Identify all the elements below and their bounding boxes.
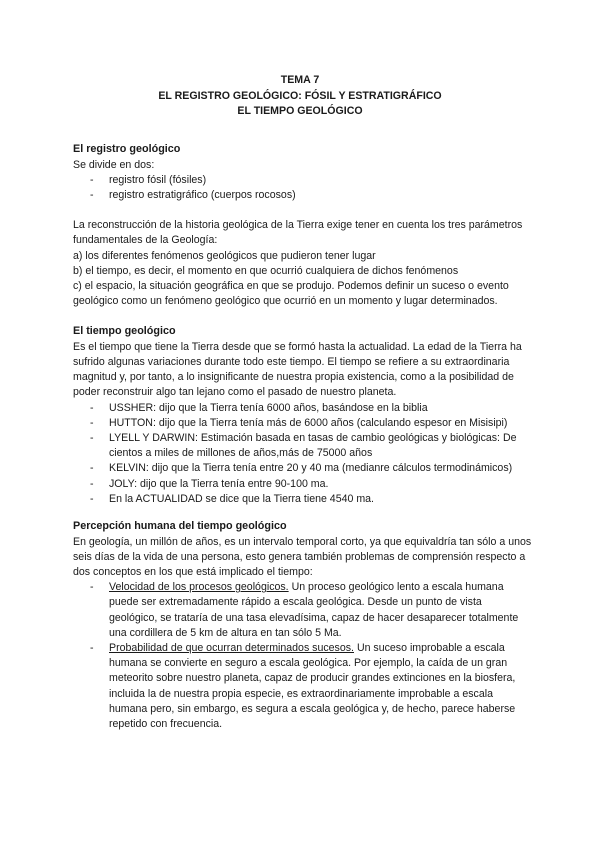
- list-item: - LYELL Y DARWIN: Estimación basada en tasas de cambio geológicas y biológicas: De cientos a miles de millones de años,más de 75000 años: [90, 432, 517, 460]
- list-item: - En la ACTUALIDAD se dice que la Tierra tiene 4540 ma.: [73, 492, 533, 507]
- dash-marker: -: [90, 462, 94, 475]
- list-item: - JOLY: dijo que la Tierra tenía entre 90-100 ma.: [73, 477, 533, 492]
- dash-marker: -: [90, 581, 94, 594]
- section-heading-registro: El registro geológico: [73, 143, 181, 155]
- list-item: - KELVIN: dijo que la Tierra tenía entre 20 y 40 ma (medianre cálculos termodinámicos): [73, 461, 533, 476]
- dash-marker: -: [90, 432, 94, 445]
- paragraph: b) el tiempo, es decir, el momento en que ocurrió cualquiera de dichos fenómenos: [73, 264, 459, 277]
- paragraph: En geología, un millón de años, es un intervalo temporal corto, ya que equivaldría tan sólo a unos seis días de la vida de una persona, esto genera también problemas de comprensión respecto a dos conceptos en los que está implicado el tiempo:: [73, 535, 532, 578]
- underlined-term: Probabilidad de que ocurran determinados sucesos.: [109, 641, 354, 654]
- paragraph: Es el tiempo que tiene la Tierra desde que se formó hasta la actualidad. La edad de la Tierra ha sufrido algunas variaciones durante todo este tiempo. El tiempo se refiere a su extraordinaria magnitud y, por tanto, a lo insignificante de nuestra propia existencia, como a la posibilidad de poder reconstruir algo tan lejano como el pasado de nuestro planeta.: [73, 340, 522, 399]
- document-body: [73, 142, 533, 732]
- dash-marker: -: [90, 641, 94, 654]
- bullet-list: [73, 173, 533, 203]
- bullet-list: [73, 580, 533, 732]
- underlined-term: Velocidad de los procesos geológicos.: [109, 581, 289, 594]
- list-item: - registro fósil (fósiles): [73, 173, 533, 188]
- list-item: - registro estratigráfico (cuerpos rocosos): [73, 188, 533, 203]
- paragraph: c) el espacio, la situación geográfica en que se produjo. Podemos definir un suceso o evento geológico como un fenómeno geológico que ocurrió en un momento y lugar determinados.: [73, 279, 509, 308]
- dash-marker: -: [90, 477, 94, 490]
- dash-marker: -: [90, 401, 94, 414]
- document-title: [0, 73, 600, 120]
- dash-marker: -: [90, 173, 94, 186]
- paragraph: a) los diferentes fenómenos geológicos que pudieron tener lugar: [73, 249, 376, 262]
- title-line-1: TEMA 7: [280, 74, 320, 86]
- list-item: - Probabilidad de que ocurran determinados sucesos. Un suceso improbable a escala humana se convierte en seguro a escala geológica. Por ejemplo, la caída de un gran meteorito sobre nuestro planeta, capaz de producir grandes extinciones en la biosfera, incluida la de nuestra propia especie, es extraordinariamente improbable a escala humana pero, sin embargo, es segura a escala geológica y, de hecho, parece haberse repetido con frecuencia.: [90, 641, 516, 730]
- bullet-list: [73, 401, 533, 507]
- paragraph: La reconstrucción de la historia geológica de la Tierra exige tener en cuenta los tres parámetros fundamentales de la Geología:: [73, 219, 523, 247]
- section-heading-percepcion: Percepción humana del tiempo geológico: [73, 520, 287, 533]
- list-item: - Velocidad de los procesos geológicos. Un proceso geológico lento a escala humana puede ser extremadamente rápido a escala geológica. Desde un punto de vista geológico, se trataría de una tasa elevadísima, capaz de hacer desaparecer totalmente una cordillera de 5 km de altura en tan sólo 5 Ma.: [90, 581, 519, 639]
- dash-marker: -: [90, 188, 94, 201]
- paragraph: Se divide en dos:: [73, 158, 155, 171]
- dash-marker: -: [90, 492, 94, 505]
- list-item: - HUTTON: dijo que la Tierra tenía más de 6000 años (calculando espesor en Misisipi): [73, 416, 533, 431]
- section-heading-tiempo: El tiempo geológico: [73, 325, 176, 338]
- title-line-2: EL REGISTRO GEOLÓGICO: FÓSIL Y ESTRATIGRÁFICO: [158, 89, 442, 102]
- dash-marker: -: [90, 416, 94, 429]
- list-item: - USSHER: dijo que la Tierra tenía 6000 años, basándose en la biblia: [73, 401, 533, 416]
- title-line-3: EL TIEMPO GEOLÓGICO: [237, 105, 363, 117]
